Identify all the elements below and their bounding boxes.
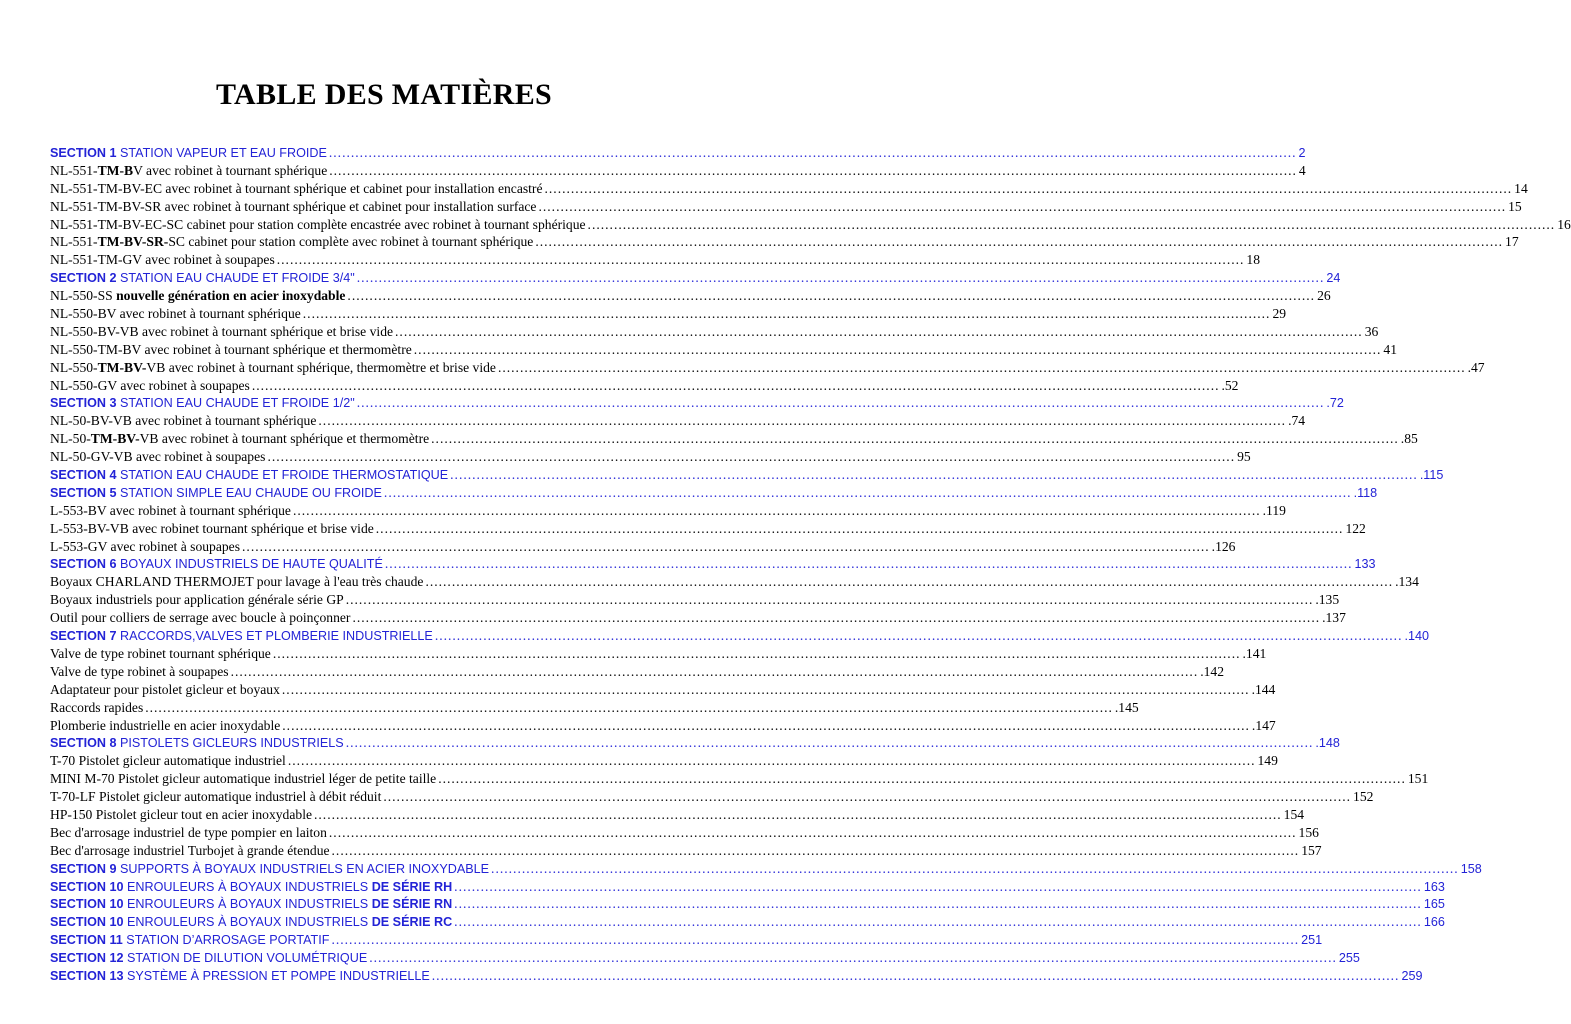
toc-item-entry[interactable]: [50, 717, 1276, 735]
page-title: TABLE DES MATIÈRES: [215, 78, 553, 111]
dot-leader: ............................................................................................................................................................................................................................: [535, 234, 1504, 250]
page-number: 158: [1460, 861, 1482, 876]
toc-entry-title: [50, 162, 327, 180]
dot-leader: ............................................................................................................................................................................................................................: [425, 574, 1394, 590]
toc-entry-text: Boyaux industriels pour application générale série GP: [50, 592, 344, 608]
page-number: 29: [1272, 306, 1287, 322]
toc-entry-text: NL-551-: [50, 162, 98, 178]
toc-section-entry[interactable]: [50, 484, 1378, 502]
toc-entry-text: VB avec robinet à tournant sphérique et thermomètre: [139, 431, 430, 447]
toc-entry-text: NL-551-TM-GV avec robinet à soupapes: [50, 252, 275, 268]
page-number: 95: [1237, 449, 1251, 465]
dot-leader: ............................................................................................................................................................................................................................: [431, 431, 1399, 447]
dot-leader: ............................................................................................................................................................................................................................: [450, 467, 1418, 483]
page-number: 26: [1317, 288, 1331, 304]
page-number: 149: [1257, 753, 1278, 769]
page-number: 157: [1301, 842, 1322, 858]
toc-entry-title: [50, 145, 327, 163]
section-label: SECTION 11: [50, 933, 123, 948]
toc-entry-title: [50, 628, 433, 646]
toc-entry-title: [50, 323, 393, 341]
table-of-contents: [50, 144, 1571, 985]
page-number: 166: [1423, 915, 1445, 930]
toc-entry-title: [50, 573, 423, 591]
toc-section-entry[interactable]: [50, 878, 1445, 896]
dot-leader: ............................................................................................................................................................................................................................: [384, 556, 1353, 572]
toc-entry-text: STATION VAPEUR ET EAU FROIDE: [116, 146, 327, 160]
page-number: .74: [1288, 413, 1306, 429]
toc-entry-text: STATION D’ARROSAGE PORTATIF: [122, 933, 330, 948]
toc-entry-title: [50, 467, 448, 485]
toc-entry-text: NL-550-BV avec robinet à tournant sphérique: [50, 306, 301, 322]
page-number: 152: [1353, 789, 1374, 805]
toc-entry-text: Raccords rapides: [50, 699, 144, 715]
section-label: SECTION 8: [50, 736, 117, 751]
toc-item-entry[interactable]: [50, 430, 1418, 448]
toc-section-entry[interactable]: [50, 734, 1340, 752]
dot-leader: ............................................................................................................................................................................................................................: [454, 878, 1422, 894]
toc-entry-title: [50, 180, 543, 198]
toc-entry-text: NL-550-SS: [50, 288, 117, 304]
toc-entry-text: L-553-GV avec robinet à soupapes: [50, 538, 241, 554]
toc-section-entry[interactable]: [50, 895, 1445, 913]
page-number: .134: [1395, 574, 1419, 590]
toc-item-entry[interactable]: [50, 645, 1267, 663]
toc-entry-title: [50, 538, 240, 556]
section-label: SECTION 9: [50, 861, 117, 876]
dot-leader: ............................................................................................................................................................................................................................: [383, 484, 1352, 500]
page-number: 133: [1354, 557, 1376, 572]
page-number: .115: [1419, 468, 1444, 483]
toc-item-entry[interactable]: [50, 770, 1429, 788]
toc-entry-text: BOYAUX INDUSTRIELS DE HAUTE QUALITÉ: [116, 557, 383, 572]
toc-item-entry[interactable]: [50, 699, 1139, 717]
toc-entry-title: [50, 788, 381, 806]
toc-entry-title: [50, 270, 355, 288]
toc-entry-title: [50, 842, 330, 860]
dot-leader: ............................................................................................................................................................................................................................: [287, 753, 1256, 769]
dot-leader: ............................................................................................................................................................................................................................: [538, 198, 1507, 214]
toc-item-entry[interactable]: [50, 198, 1522, 216]
dot-leader: ............................................................................................................................................................................................................................: [276, 252, 1245, 268]
toc-entry-title: [50, 520, 374, 538]
toc-entry-text: ENROULEURS À BOYAUX INDUSTRIELS: [123, 915, 372, 930]
toc-item-entry[interactable]: [50, 824, 1319, 842]
dot-leader: ............................................................................................................................................................................................................................: [347, 288, 1316, 304]
toc-entry-title: [50, 395, 355, 413]
toc-entry-text: Valve de type robinet à soupapes: [50, 663, 229, 679]
toc-entry-title: [50, 359, 496, 377]
toc-entry-title: [50, 448, 265, 466]
toc-section-entry[interactable]: [50, 949, 1360, 967]
toc-entry-text: STATION EAU CHAUDE ET FROIDE 3/4": [116, 271, 355, 286]
toc-entry-title: [50, 305, 301, 323]
toc-entry-text: SYSTÈME À PRESSION ET POMPE INDUSTRIELLE: [123, 968, 430, 983]
toc-entry-text: T-70-LF Pistolet gicleur automatique industriel à débit réduit: [50, 789, 382, 805]
page-number: .47: [1467, 359, 1485, 375]
page-number: 2: [1298, 146, 1306, 160]
section-label: SECTION 3: [50, 396, 117, 411]
toc-entry-text: NL-551-TM-BV-EC-SC cabinet pour station complète encastrée avec robinet à tournant sphérique: [50, 216, 586, 232]
toc-entry-text: RACCORDS,VALVES ET PLOMBERIE INDUSTRIELLE: [116, 629, 433, 644]
toc-item-entry[interactable]: [50, 323, 1379, 341]
toc-entry-title: [50, 645, 271, 663]
page-number: .141: [1242, 645, 1267, 661]
page-number: 255: [1338, 951, 1360, 966]
page-number: .147: [1251, 717, 1276, 733]
section-label: SECTION 2: [50, 271, 117, 286]
dot-leader: ............................................................................................................................................................................................................................: [356, 270, 1325, 286]
dot-leader: ............................................................................................................................................................................................................................: [230, 663, 1199, 679]
toc-entry-title: [50, 770, 436, 788]
toc-entry-title: [50, 216, 586, 234]
toc-entry-text: PISTOLETS GICLEURS INDUSTRIELS: [116, 736, 344, 751]
page-number: .126: [1211, 538, 1236, 554]
toc-entry-text: Outil pour colliers de serrage avec boucle à poinçonner: [50, 610, 351, 626]
toc-item-entry[interactable]: [50, 162, 1306, 180]
toc-entry-text: NL-550-BV-VB avec robinet à tournant sphérique et brise vide: [50, 323, 394, 339]
toc-item-entry[interactable]: [50, 663, 1225, 681]
toc-entry-title: [50, 412, 316, 430]
toc-item-entry[interactable]: [50, 180, 1528, 198]
toc-item-entry[interactable]: [50, 842, 1322, 860]
toc-entry-text: MINI M-70 Pistolet gicleur automatique industriel léger de petite taille: [50, 771, 437, 787]
toc-entry-title: [50, 896, 452, 914]
toc-entry-text: ENROULEURS À BOYAUX INDUSTRIELS: [123, 897, 372, 912]
toc-item-entry[interactable]: [50, 788, 1374, 806]
toc-entry-text: SUPPORTS À BOYAUX INDUSTRIELS EN ACIER INOXYDABLE: [116, 861, 490, 876]
page-number: 156: [1298, 824, 1319, 840]
toc-entry-title: [50, 699, 143, 717]
toc-entry-text: NL-50-BV-VB avec robinet à tournant sphérique: [50, 413, 317, 429]
toc-section-entry[interactable]: [50, 144, 1306, 162]
toc-entry-title: [50, 233, 533, 251]
toc-item-entry[interactable]: [50, 412, 1306, 430]
toc-section-entry[interactable]: [50, 860, 1482, 878]
toc-entry-title: [50, 932, 329, 950]
toc-item-entry[interactable]: [50, 609, 1346, 627]
toc-item-entry[interactable]: [50, 520, 1366, 538]
page-number: .119: [1262, 502, 1286, 518]
toc-entry-title: [50, 879, 452, 897]
page-number: .52: [1221, 377, 1239, 393]
dot-leader: ............................................................................................................................................................................................................................: [251, 377, 1220, 393]
page-number: 151: [1407, 771, 1429, 787]
page-number: .144: [1251, 681, 1276, 697]
dot-leader: ............................................................................................................................................................................................................................: [328, 145, 1297, 160]
page-number: 16: [1557, 216, 1571, 232]
page-number: 17: [1505, 234, 1519, 250]
page-number: 251: [1301, 933, 1323, 948]
toc-item-entry[interactable]: [50, 502, 1286, 520]
toc-entry-text: NL-551-TM-BV-SR avec robinet à tournant sphérique et cabinet pour installation surface: [50, 198, 537, 214]
toc-entry-text: V avec robinet à tournant sphérique: [133, 162, 328, 178]
toc-item-entry[interactable]: [50, 305, 1287, 323]
page-number: .118: [1353, 485, 1378, 500]
dot-leader: ............................................................................................................................................................................................................................: [272, 645, 1241, 661]
toc-entry-title: [50, 287, 345, 305]
dot-leader: ............................................................................................................................................................................................................................: [331, 932, 1300, 948]
dot-leader: ............................................................................................................................................................................................................................: [544, 180, 1513, 196]
toc-item-entry[interactable]: [50, 573, 1419, 591]
toc-entry-text: Bec d'arrosage industriel Turbojet à grande étendue: [50, 842, 330, 858]
toc-item-entry[interactable]: [50, 287, 1331, 305]
section-label: SECTION 5: [50, 485, 117, 500]
toc-entry-title: [50, 485, 382, 503]
dot-leader: ............................................................................................................................................................................................................................: [375, 520, 1344, 536]
toc-item-entry[interactable]: [50, 233, 1519, 251]
dot-leader: ............................................................................................................................................................................................................................: [318, 413, 1287, 429]
toc-entry-title: [50, 609, 350, 627]
page-number: .145: [1114, 699, 1139, 715]
toc-entry-title: [50, 861, 489, 879]
toc-entry-text: SC cabinet pour station complète avec robinet à tournant sphérique: [168, 234, 534, 250]
toc-item-entry[interactable]: [50, 806, 1305, 824]
page-number: 36: [1364, 323, 1379, 339]
dot-leader: ............................................................................................................................................................................................................................: [242, 538, 1210, 554]
toc-entry-text: TM-BV-: [90, 431, 140, 447]
toc-entry-title: [50, 752, 286, 770]
toc-entry-text: ENROULEURS À BOYAUX INDUSTRIELS: [123, 879, 372, 894]
dot-leader: ............................................................................................................................................................................................................................: [328, 824, 1297, 840]
toc-entry-text: NL-550-TM-BV avec robinet à tournant sphérique et thermomètre: [50, 341, 412, 357]
toc-entry-title: [50, 591, 344, 609]
toc-section-entry[interactable]: [50, 466, 1444, 484]
dot-leader: ............................................................................................................................................................................................................................: [356, 395, 1325, 411]
toc-entry-text: nouvelle génération en acier inoxydable: [116, 288, 346, 304]
toc-entry-title: [50, 198, 536, 216]
section-label: SECTION 10: [50, 915, 124, 930]
dot-leader: ............................................................................................................................................................................................................................: [413, 341, 1382, 357]
toc-entry-text: HP-150 Pistolet gicleur tout en acier inoxydable: [50, 806, 312, 822]
toc-section-entry[interactable]: [50, 913, 1445, 931]
toc-item-entry[interactable]: [50, 251, 1260, 269]
toc-item-entry[interactable]: [50, 752, 1278, 770]
section-label: SECTION 7: [50, 629, 117, 644]
toc-entry-title: [50, 824, 327, 842]
page-number: 122: [1345, 520, 1366, 536]
toc-entry-title: [50, 430, 429, 448]
toc-entry-text: STATION EAU CHAUDE ET FROIDE THERMOSTATIQUE: [116, 468, 449, 483]
dot-leader: ............................................................................................................................................................................................................................: [302, 306, 1271, 322]
page-number: .140: [1404, 629, 1429, 644]
dot-leader: ............................................................................................................................................................................................................................: [282, 717, 1250, 733]
section-label: SECTION 6: [50, 557, 117, 572]
dot-leader: ............................................................................................................................................................................................................................: [587, 216, 1556, 232]
toc-item-entry[interactable]: [50, 538, 1236, 556]
toc-item-entry[interactable]: [50, 681, 1276, 699]
toc-entry-title: [50, 502, 291, 520]
toc-entry-text: L-553-BV-VB avec robinet tournant sphérique et brise vide: [50, 520, 374, 536]
toc-entry-title: [50, 681, 280, 699]
dot-leader: ............................................................................................................................................................................................................................: [491, 860, 1459, 876]
page-number: .148: [1315, 736, 1340, 751]
toc-entry-text: Bec d'arrosage industriel de type pompier en laiton: [50, 824, 327, 840]
toc-entry-text: DE SÉRIE RN: [371, 897, 453, 912]
toc-entry-text: STATION EAU CHAUDE ET FROIDE 1/2": [116, 396, 355, 411]
dot-leader: ............................................................................................................................................................................................................................: [329, 162, 1297, 178]
dot-leader: ............................................................................................................................................................................................................................: [145, 699, 1113, 715]
section-label: SECTION 10: [50, 879, 124, 894]
toc-entry-text: STATION DE DILUTION VOLUMÉTRIQUE: [123, 951, 368, 966]
toc-entry-title: [50, 663, 229, 681]
dot-leader: ............................................................................................................................................................................................................................: [438, 771, 1406, 787]
toc-entry-title: [50, 377, 250, 395]
toc-entry-title: [50, 968, 430, 986]
page-number: 24: [1326, 271, 1341, 286]
toc-entry-text: NL-550-: [50, 359, 98, 375]
section-label: SECTION 13: [50, 968, 124, 983]
page-number: 15: [1508, 198, 1522, 214]
dot-leader: ............................................................................................................................................................................................................................: [292, 502, 1261, 518]
section-label: SECTION 10: [50, 897, 124, 912]
toc-entry-title: [50, 914, 452, 932]
toc-entry-text: NL-50-: [50, 431, 91, 447]
page-number: .142: [1200, 663, 1225, 679]
toc-entry-text: VB avec robinet à tournant sphérique, thermomètre et brise vide: [146, 359, 496, 375]
toc-item-entry[interactable]: [50, 591, 1340, 609]
toc-section-entry[interactable]: [50, 269, 1341, 287]
toc-entry-title: [50, 735, 344, 753]
dot-leader: ............................................................................................................................................................................................................................: [267, 449, 1236, 465]
dot-leader: ............................................................................................................................................................................................................................: [281, 681, 1250, 697]
toc-entry-text: TM-BV-: [97, 359, 147, 375]
toc-entry-text: NL-551-: [50, 234, 98, 250]
toc-item-entry[interactable]: [50, 359, 1485, 377]
toc-entry-text: TM-BV-SR-: [97, 234, 169, 250]
page-number: 14: [1514, 180, 1528, 196]
toc-entry-title: [50, 717, 280, 735]
page-number: 154: [1283, 806, 1305, 822]
toc-entry-title: [50, 556, 383, 574]
toc-entry-title: [50, 806, 312, 824]
dot-leader: ............................................................................................................................................................................................................................: [345, 735, 1314, 751]
page-number: .72: [1326, 396, 1344, 411]
dot-leader: ............................................................................................................................................................................................................................: [352, 610, 1321, 626]
dot-leader: ............................................................................................................................................................................................................................: [431, 967, 1400, 983]
dot-leader: ............................................................................................................................................................................................................................: [454, 914, 1422, 930]
page-number: 163: [1423, 879, 1445, 894]
toc-section-entry[interactable]: [50, 555, 1376, 573]
section-label: SECTION 12: [50, 951, 124, 966]
toc-item-entry[interactable]: [50, 341, 1398, 359]
page-number: 4: [1298, 162, 1306, 178]
toc-entry-title: [50, 950, 367, 968]
page-number: 18: [1246, 252, 1260, 268]
toc-entry-text: L-553-BV avec robinet à tournant sphérique: [50, 502, 291, 518]
toc-entry-title: [50, 341, 412, 359]
toc-item-entry[interactable]: [50, 377, 1239, 395]
toc-entry-text: NL-50-GV-VB avec robinet à soupapes: [50, 449, 266, 465]
toc-entry-text: DE SÉRIE RH: [371, 879, 453, 894]
page-number: .85: [1400, 431, 1418, 447]
toc-section-entry[interactable]: [50, 394, 1344, 412]
page-number: .135: [1315, 592, 1340, 608]
toc-entry-text: Plomberie industrielle en acier inoxydable: [50, 717, 281, 733]
toc-section-entry[interactable]: [50, 967, 1423, 985]
toc-entry-text: Valve de type robinet tournant sphérique: [50, 645, 271, 661]
toc-item-entry[interactable]: [50, 448, 1251, 466]
dot-leader: ............................................................................................................................................................................................................................: [395, 323, 1363, 339]
page-number: 165: [1423, 897, 1445, 912]
dot-leader: ............................................................................................................................................................................................................................: [314, 806, 1282, 822]
toc-entry-text: TM-B: [97, 162, 134, 178]
toc-section-entry[interactable]: [50, 627, 1429, 645]
dot-leader: ............................................................................................................................................................................................................................: [369, 950, 1337, 966]
toc-entry-text: Adaptateur pour pistolet gicleur et boyaux: [50, 681, 280, 697]
section-label: SECTION 1: [50, 146, 117, 160]
toc-item-entry[interactable]: [50, 216, 1571, 234]
dot-leader: ............................................................................................................................................................................................................................: [331, 842, 1300, 858]
toc-entry-text: NL-550-GV avec robinet à soupapes: [50, 377, 250, 393]
toc-entry-text: DE SÉRIE RC: [371, 915, 453, 930]
dot-leader: ............................................................................................................................................................................................................................: [434, 628, 1403, 644]
page-number: 259: [1401, 968, 1423, 983]
toc-section-entry[interactable]: [50, 931, 1323, 949]
toc-entry-text: Boyaux CHARLAND THERMOJET pour lavage à l'eau très chaude: [50, 574, 424, 590]
toc-entry-text: STATION SIMPLE EAU CHAUDE OU FROIDE: [116, 485, 382, 500]
dot-leader: ............................................................................................................................................................................................................................: [497, 359, 1466, 375]
toc-entry-title: [50, 251, 275, 269]
dot-leader: ............................................................................................................................................................................................................................: [345, 592, 1314, 608]
page-number: 41: [1383, 341, 1398, 357]
page-number: .137: [1322, 610, 1346, 626]
toc-entry-text: NL-551-TM-BV-EC avec robinet à tournant sphérique et cabinet pour installation encastré: [50, 180, 543, 196]
dot-leader: ............................................................................................................................................................................................................................: [454, 896, 1422, 912]
toc-entry-text: T-70 Pistolet gicleur automatique industriel: [50, 753, 286, 769]
section-label: SECTION 4: [50, 468, 117, 483]
dot-leader: ............................................................................................................................................................................................................................: [383, 789, 1352, 805]
